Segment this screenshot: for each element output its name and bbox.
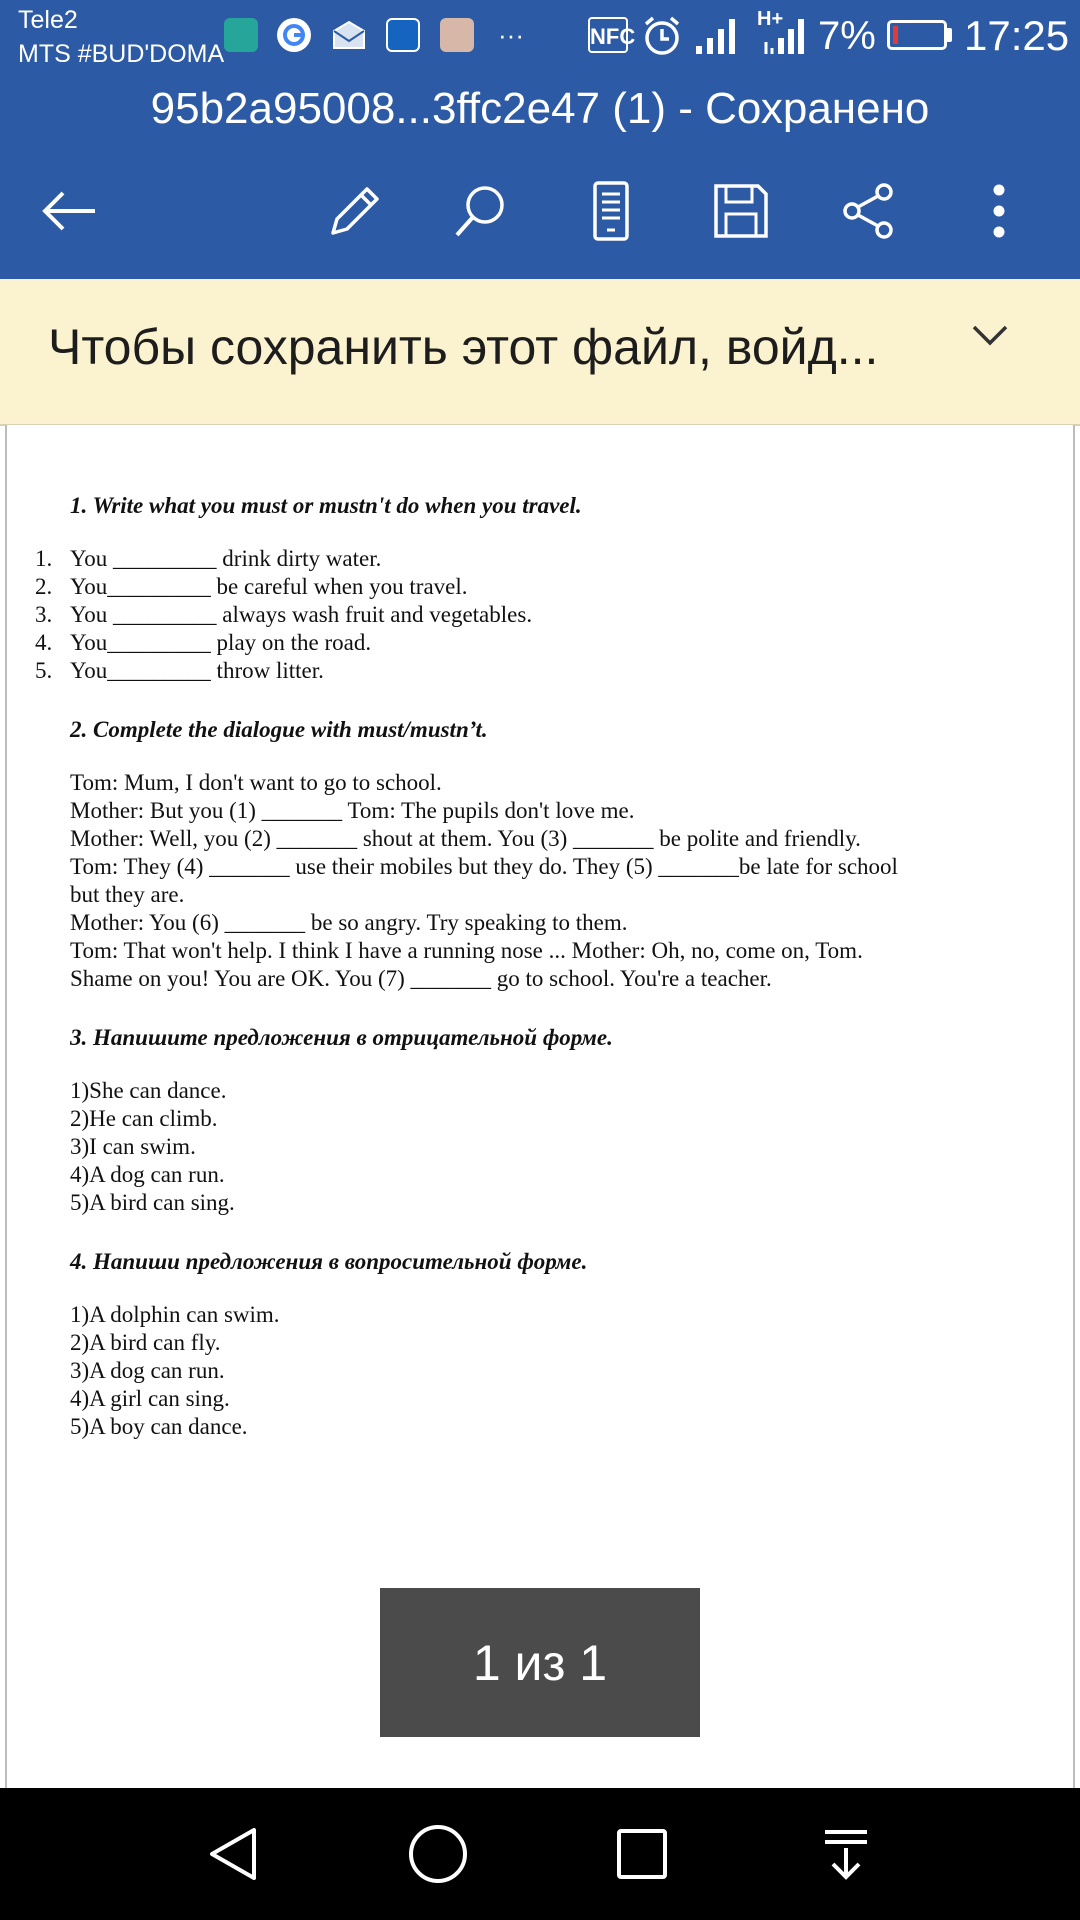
- more-vertical-icon: [989, 182, 1009, 240]
- section-4-heading: 4. Напиши предложения в вопросительной форме.: [70, 1249, 588, 1274]
- list-item: You_________ play on the road.: [70, 630, 372, 655]
- nav-home-button[interactable]: [396, 1812, 480, 1896]
- circle-home-icon: [406, 1822, 470, 1886]
- app-header: [0, 0, 1080, 279]
- photo-notification-icon: [438, 16, 476, 54]
- dialogue-line: Tom: Mum, I don't want to go to school.: [70, 770, 442, 795]
- edit-button[interactable]: [320, 178, 386, 244]
- list-item: You _________ always wash fruit and vegetables.: [70, 602, 533, 627]
- list-number: 2.: [35, 574, 53, 599]
- list-number: 5.: [35, 658, 53, 683]
- google-notification-icon: [275, 16, 313, 54]
- exercise-line: 4)A girl can sing.: [70, 1386, 230, 1411]
- search-icon: [451, 181, 511, 241]
- nav-recents-button[interactable]: [600, 1812, 684, 1896]
- mobile-view-icon: [589, 180, 633, 242]
- clock: 17:25: [964, 12, 1070, 59]
- nav-back-button[interactable]: [192, 1812, 276, 1896]
- list-item: You_________ be careful when you travel.: [70, 574, 468, 599]
- exercise-line: 1)A dolphin can swim.: [70, 1302, 280, 1327]
- list-number: 3.: [35, 602, 53, 627]
- exercise-line: 5)A bird can sing.: [70, 1190, 235, 1215]
- page-indicator: 1 из 1: [380, 1588, 700, 1737]
- list-number: 4.: [35, 630, 53, 655]
- network-type: H+: [757, 8, 784, 30]
- pencil-icon: [323, 181, 383, 241]
- exercise-line: 4)A dog can run.: [70, 1162, 225, 1187]
- dialogue-line: Mother: But you (1) _______ Tom: The pupils don't love me.: [70, 798, 635, 823]
- battery-tip: [947, 28, 952, 42]
- dialogue-line: Shame on you! You are OK. You (7) _______ go to school. You're a teacher.: [70, 966, 772, 991]
- pull-down-icon: [821, 1826, 871, 1882]
- share-button[interactable]: [836, 178, 902, 244]
- section-3-heading: 3. Напишите предложения в отрицательной форме.: [70, 1025, 613, 1050]
- search-button[interactable]: [448, 178, 514, 244]
- carrier-2: MTS #BUD'DOMA: [18, 40, 225, 68]
- carrier-1: Tele2: [18, 6, 78, 34]
- navigation-bar: [0, 1788, 1080, 1920]
- list-item: You_________ throw litter.: [70, 658, 324, 683]
- app-notification-icon: [384, 16, 422, 54]
- sign-in-banner[interactable]: [0, 279, 1080, 426]
- dialogue-line: Tom: They (4) _______ use their mobiles but they do. They (5) _______be late for school: [70, 854, 898, 879]
- nfc-icon: NFC: [588, 17, 628, 53]
- save-button[interactable]: [708, 178, 774, 244]
- exercise-line: 3)I can swim.: [70, 1134, 196, 1159]
- signal-2-icon: [762, 16, 808, 56]
- clipboard-notification-icon: [222, 16, 260, 54]
- dialogue-line: but they are.: [70, 882, 185, 907]
- chevron-down-icon[interactable]: [970, 322, 1010, 348]
- arrow-left-icon: [39, 189, 99, 233]
- list-item: You _________ drink dirty water.: [70, 546, 382, 571]
- alarm-icon: [640, 14, 684, 58]
- nav-notifications-button[interactable]: [804, 1812, 888, 1896]
- list-number: 1.: [35, 546, 53, 571]
- toolbar: [0, 168, 1080, 252]
- reading-view-button[interactable]: [578, 178, 644, 244]
- battery-icon: [887, 20, 947, 50]
- exercise-line: 5)A boy can dance.: [70, 1414, 248, 1439]
- share-icon: [840, 182, 898, 240]
- document-page[interactable]: [5, 425, 1075, 1788]
- exercise-line: 2)He can climb.: [70, 1106, 218, 1131]
- exercise-line: 3)A dog can run.: [70, 1358, 225, 1383]
- triangle-back-icon: [204, 1824, 264, 1884]
- section-1-heading: 1. Write what you must or mustn't do when you travel.: [70, 493, 582, 518]
- dialogue-line: Mother: You (6) _______ be so angry. Try speaking to them.: [70, 910, 628, 935]
- back-button[interactable]: [36, 178, 102, 244]
- save-icon: [712, 182, 770, 240]
- exercise-line: 2)A bird can fly.: [70, 1330, 221, 1355]
- document-title: 95b2a95008...3ffc2e47 (1) - Сохранено: [150, 84, 930, 133]
- signal-1-icon: [694, 16, 740, 56]
- dialogue-line: Tom: That won't help. I think I have a running nose ... Mother: Oh, no, come on, Tom.: [70, 938, 863, 963]
- section-2-heading: 2. Complete the dialogue with must/mustn’t.: [70, 717, 488, 742]
- dialogue-line: Mother: Well, you (2) _______ shout at them. You (3) _______ be polite and friendly.: [70, 826, 861, 851]
- mail-notification-icon: [330, 16, 368, 54]
- exercise-line: 1)She can dance.: [70, 1078, 227, 1103]
- battery-percent: 7%: [818, 14, 876, 58]
- more-notifications-icon: ···: [498, 19, 524, 50]
- status-bar: [0, 0, 1080, 70]
- more-options-button[interactable]: [966, 178, 1032, 244]
- square-recents-icon: [614, 1826, 670, 1882]
- banner-text: Чтобы сохранить этот файл, войд...: [48, 319, 879, 375]
